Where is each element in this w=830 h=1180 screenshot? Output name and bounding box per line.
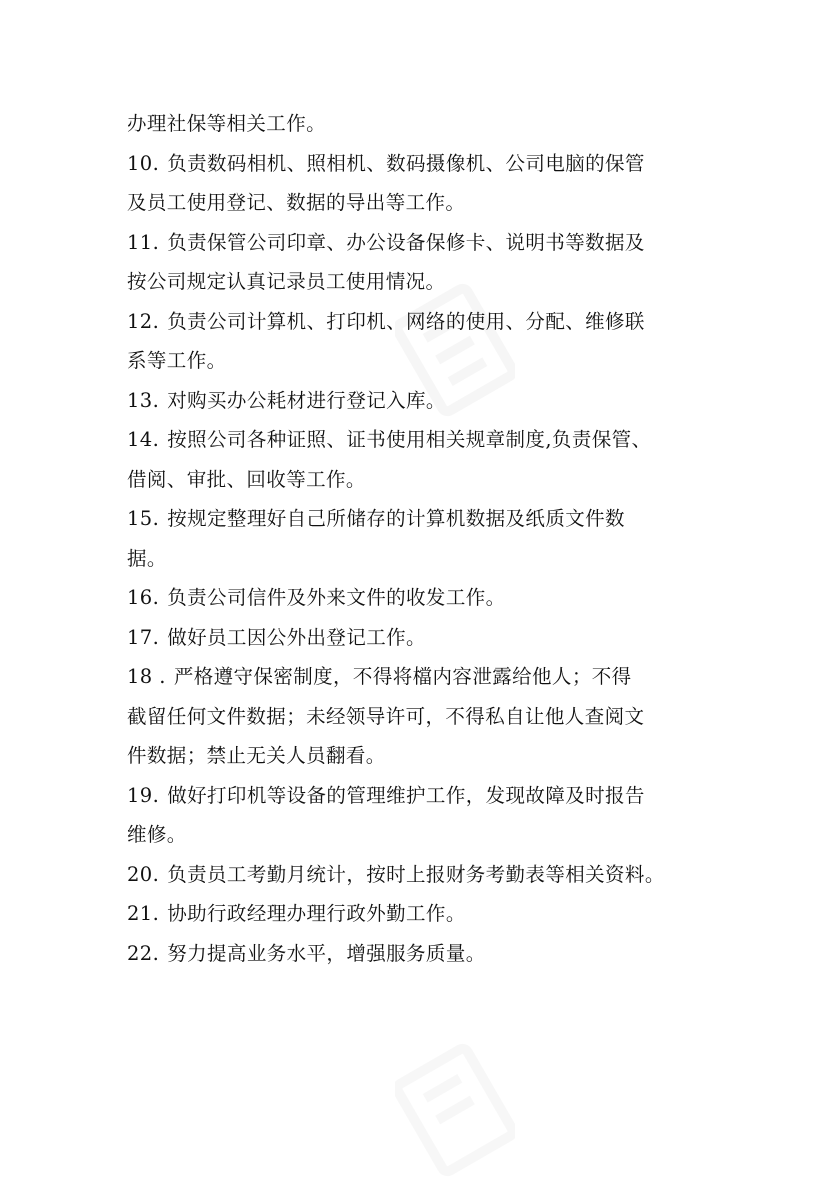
item-text: 系等工作。 <box>127 349 227 372</box>
item-number: 20. <box>127 862 160 886</box>
item-text: 按公司规定认真记录员工使用情况。 <box>127 270 446 293</box>
item-number: 12. <box>127 309 160 333</box>
item-text: 负责保管公司印章、办公设备保修卡、说明书等数据及 <box>167 230 645 254</box>
text-line <box>127 539 727 579</box>
item-number: 21. <box>127 902 160 925</box>
item-number: 17. <box>127 625 160 649</box>
item-text: 做好员工因公外出登记工作。 <box>167 625 426 649</box>
item-text: 按照公司各种证照、证书使用相关规章制度,负责保管、 <box>167 428 652 451</box>
text-line <box>127 104 727 144</box>
item-number: 18 . <box>127 665 166 688</box>
text-line <box>127 776 727 816</box>
item-text: 维修。 <box>127 823 187 846</box>
item-number: 15. <box>127 507 160 530</box>
item-text: 负责公司信件及外来文件的收发工作。 <box>167 586 506 609</box>
item-number: 14. <box>127 428 160 451</box>
text-line <box>127 420 727 460</box>
text-line <box>127 578 727 618</box>
text-line <box>127 381 727 421</box>
item-text: 借阅、审批、回收等工作。 <box>127 467 366 491</box>
item-number: 13. <box>127 388 160 412</box>
item-text: 努力提高业务水平，增强服务质量。 <box>167 941 486 965</box>
item-number: 16. <box>127 586 160 609</box>
item-number: 19. <box>127 783 160 807</box>
item-text: 负责数码相机、照相机、数码摄像机、公司电脑的保管 <box>167 151 645 175</box>
text-line <box>127 262 727 302</box>
item-number: 11. <box>127 230 160 254</box>
item-text: 截留任何文件数据；未经领导许可，不得私自让他人查阅文 <box>127 704 645 728</box>
item-text: 负责员工考勤月统计，按时上报财务考勤表等相关资料。 <box>167 862 665 886</box>
text-line <box>127 302 727 342</box>
text-line <box>127 736 727 776</box>
item-text: 及员工使用登记、数据的导出等工作。 <box>127 191 466 214</box>
item-text: 协助行政经理办理行政外勤工作。 <box>167 902 466 925</box>
text-line <box>127 460 727 500</box>
item-text: 做好打印机等设备的管理维护工作，发现故障及时报告 <box>167 783 645 807</box>
item-text: 件数据；禁止无关人员翻看。 <box>127 744 386 767</box>
text-line <box>127 934 727 974</box>
text-line <box>127 618 727 658</box>
item-number: 10. <box>127 151 160 175</box>
text-line <box>127 894 727 934</box>
item-text: 据。 <box>127 546 167 570</box>
item-number: 22. <box>127 941 160 965</box>
item-text: 对购买办公耗材进行登记入库。 <box>167 388 446 412</box>
item-text: 办理社保等相关工作。 <box>127 112 327 135</box>
text-line <box>127 499 727 539</box>
text-line <box>127 144 727 184</box>
item-text: 负责公司计算机、打印机、网络的使用、分配、维修联 <box>167 309 645 333</box>
document-body <box>127 104 727 973</box>
text-line <box>127 183 727 223</box>
item-text: 严格遵守保密制度，不得将檔内容泄露给他人；不得 <box>173 665 632 688</box>
text-line <box>127 223 727 263</box>
text-line <box>127 697 727 737</box>
text-line <box>127 657 727 697</box>
item-text: 按规定整理好自己所储存的计算机数据及纸质文件数 <box>167 507 625 530</box>
text-line <box>127 341 727 381</box>
text-line <box>127 815 727 855</box>
watermark-logo-bottom-icon <box>395 1040 515 1180</box>
text-line <box>127 855 727 895</box>
